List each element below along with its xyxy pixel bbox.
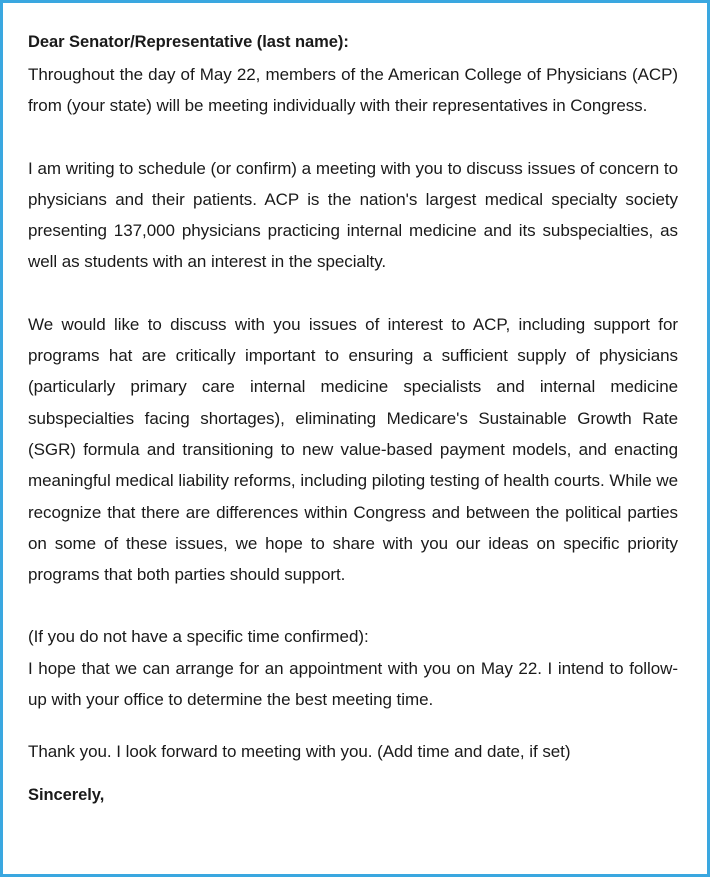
letter-salutation: Dear Senator/Representative (last name): (28, 33, 349, 51)
paragraph-appointment: I hope that we can arrange for an appointment with you on May 22. I intend to follow-up with your office to determine the best meeting time. (28, 658, 678, 710)
paragraph-meeting-intro: Throughout the day of May 22, members of the American College of Physicians (ACP) from (your state) will be meeting individually with their representatives in Congress. (28, 65, 678, 116)
paragraph-conditional-note: (If you do not have a specific time confirmed): (28, 627, 369, 647)
letter-closing: Sincerely, (28, 785, 105, 804)
paragraph-discussion-issues: We would like to discuss with you issues of interest to ACP, including support for programs hat are critically important to ensuring a sufficient supply of physicians (particularly primary care internal medicine specialists and internal medicine subspecialties facing shortages), eliminating Medicare's Sustainable Growth Rate (SGR) formula and transitioning to new value-based payment models, and enacting meaningful medical liability reforms, including piloting testing of health courts. While we recognize that there are differences within Congress and between the political parties on some of these issues, we hope to share with you our ideas on specific priority programs that both parties should support. (28, 314, 678, 585)
letter-body (28, 29, 678, 811)
paragraph-schedule-request: I am writing to schedule (or confirm) a meeting with you to discuss issues of concern to physicians and their patients. ACP is the nation's largest medical specialty society presenting 137,000 physicians practicing internal medicine and its subspecialties, as well as students with an interest in the specialty. (28, 158, 678, 272)
paragraph-thanks: Thank you. I look forward to meeting with you. (Add time and date, if set) (28, 742, 571, 762)
